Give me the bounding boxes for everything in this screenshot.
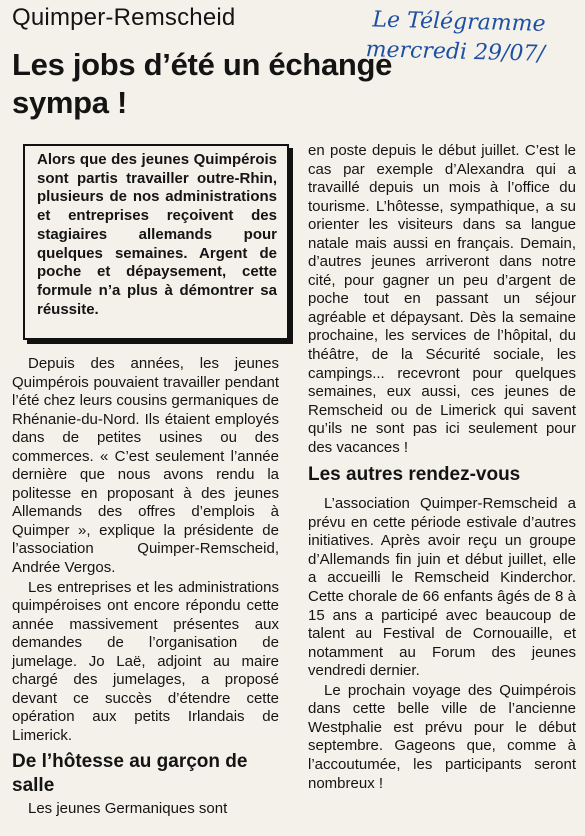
- article-kicker: Quimper-Remscheid: [12, 4, 236, 31]
- left-subheading: De l’hôtesse au garçon de salle: [12, 751, 248, 796]
- right-column: [308, 142, 576, 794]
- article-title: Les jobs d’été un échange sympa !: [12, 47, 393, 120]
- intro-text: Alors que des jeunes Quimpérois sont partis travailler outre-Rhin, plusieurs de nos administrations et entreprises reçoivent des stagiaires allemands pour quelques semaines. Argent de poche et dépaysement, cette formule n’a plus à démontrer sa réussite.: [37, 151, 277, 318]
- handwritten-annotation: [365, 5, 582, 71]
- left-paragraph-2: Les entreprises et les administrations quimpéroises ont encore répondu cette année massivement présentes aux demandes de l’organisation de jumelage. Jo Laë, adjoint au maire chargé des jumelages, a proposé devant ce succès d’étendre cette opération aux petits Irlandais de Limerick.: [12, 578, 279, 744]
- right-paragraph-1: en poste depuis le début juillet. C’est le cas par exemple d’Alexandra qui a travaillé depuis un mois à l’office du tourisme. L’hôtesse, sympathique, a su orienter les visiteurs dans sa langue natale mais aussi en français. Demain, d’autres jeunes arriveront dans notre cité, pour gagner un peu d’argent de poche tout en passant un séjour agréable et dépaysant. Dès la semaine prochaine, les services de l’hôpital, du théâtre, de la Sécurité sociale, les campings... recevront pour quelques semaines, eux aussi, ces jeunes de Remscheid ou de Limerick qui savent qu’ils ne sont pas ici seulement pour des vacances !: [308, 142, 576, 456]
- left-paragraph-3-text: Les jeunes Germaniques sont: [28, 800, 228, 817]
- intro-box: [23, 144, 289, 340]
- right-paragraph-3: Le prochain voyage des Quimpérois dans cette belle ville de l’ancienne Westphalie est prévu pour le début septembre. Gageons que, comme à l’accoutumée, les participants seront nombreux !: [308, 681, 576, 792]
- handwritten-newspaper-name: Le Télégramme: [372, 7, 546, 37]
- left-paragraph-1: Depuis des années, les jeunes Quimpérois pouvaient travailler pendant l’été chez leurs cousins germaniques de Rhénanie-du-Nord. Ils étaient employés dans de petites usines ou des commerces. « C’est seulement l’année dernière que nous avons rendu la politesse en proposant à des jeunes Allemands des offres d’emplois à Quimper », explique la présidente de l’association Quimper-Remscheid, Andrée Vergos.: [12, 355, 279, 577]
- left-paragraph-3: [12, 800, 279, 819]
- left-column: [12, 355, 279, 746]
- handwritten-date: mercredi 29/07/: [365, 37, 546, 67]
- right-subheading: Les autres rendez-vous: [308, 464, 521, 486]
- right-paragraph-2: L’association Quimper-Remscheid a prévu en cette période estivale d’autres initiatives. Après avoir reçu un groupe d’Allemands fin juin et début juillet, elle a accueilli le Remscheid Kinderchor. Cette chorale de 66 enfants âgés de 8 à 15 ans a participé avec beaucoup de talent au Festival de Cornouaille, et notamment au Forum des jeunes vendredi dernier.: [308, 495, 576, 680]
